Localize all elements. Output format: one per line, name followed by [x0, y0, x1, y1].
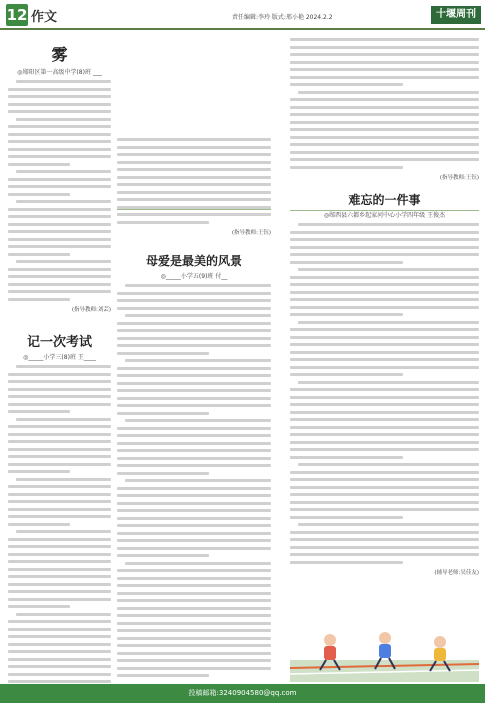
article-author-fog: ◎郧阳区第一高级中学(8)班 ___ [17, 69, 102, 76]
article-body-exam-cont [117, 138, 271, 224]
article-body-fog [8, 80, 111, 301]
editor-note-exam: (指导教师:王钰) [231, 230, 271, 236]
divider [117, 209, 271, 210]
page-header [0, 0, 485, 30]
column-right [290, 38, 479, 580]
article-body-tough [290, 223, 479, 564]
article-author-exam: ◎_____小学三(8)班 王____ [23, 354, 96, 361]
article-title-exam: 记一次考试 [26, 335, 92, 350]
article-title-fog: 雾 [51, 45, 68, 64]
editor-note-fog: (指导教师:刘芸) [71, 307, 111, 313]
editor-note-tough: (辅导老师:吴佳友) [434, 570, 479, 576]
article-author-mom: ◎_____小学五(9)班 付__ [160, 273, 228, 280]
page-number: 12 [6, 6, 28, 24]
section-title: 作文 [31, 10, 58, 25]
article-title-mom: 母爱是最美的风景 [145, 254, 242, 268]
article-body-exam [8, 365, 111, 703]
editor-credits: 责任编辑:李玲 版式:邢小艳 2024.2.2 [232, 14, 333, 21]
column-left [8, 38, 111, 703]
page-footer [0, 684, 485, 703]
article-body-mom-cont [290, 38, 479, 169]
divider [290, 210, 479, 211]
editor-note-mom: (指导教师:王钰) [439, 175, 479, 181]
running-kids-illustration [290, 624, 479, 682]
submission-email: 投稿邮箱:3240904580@qq.com [188, 689, 297, 697]
masthead-badge: 十堰周刊 [431, 6, 481, 24]
article-author-tough: ◎郧西县六都乡起家河中心小学四年级 王俊杰 [323, 212, 446, 219]
column-middle [117, 38, 271, 682]
illustration-svg [290, 624, 479, 682]
article-title-tough: 难忘的一件事 [348, 193, 421, 207]
article-body-mom [117, 284, 271, 677]
